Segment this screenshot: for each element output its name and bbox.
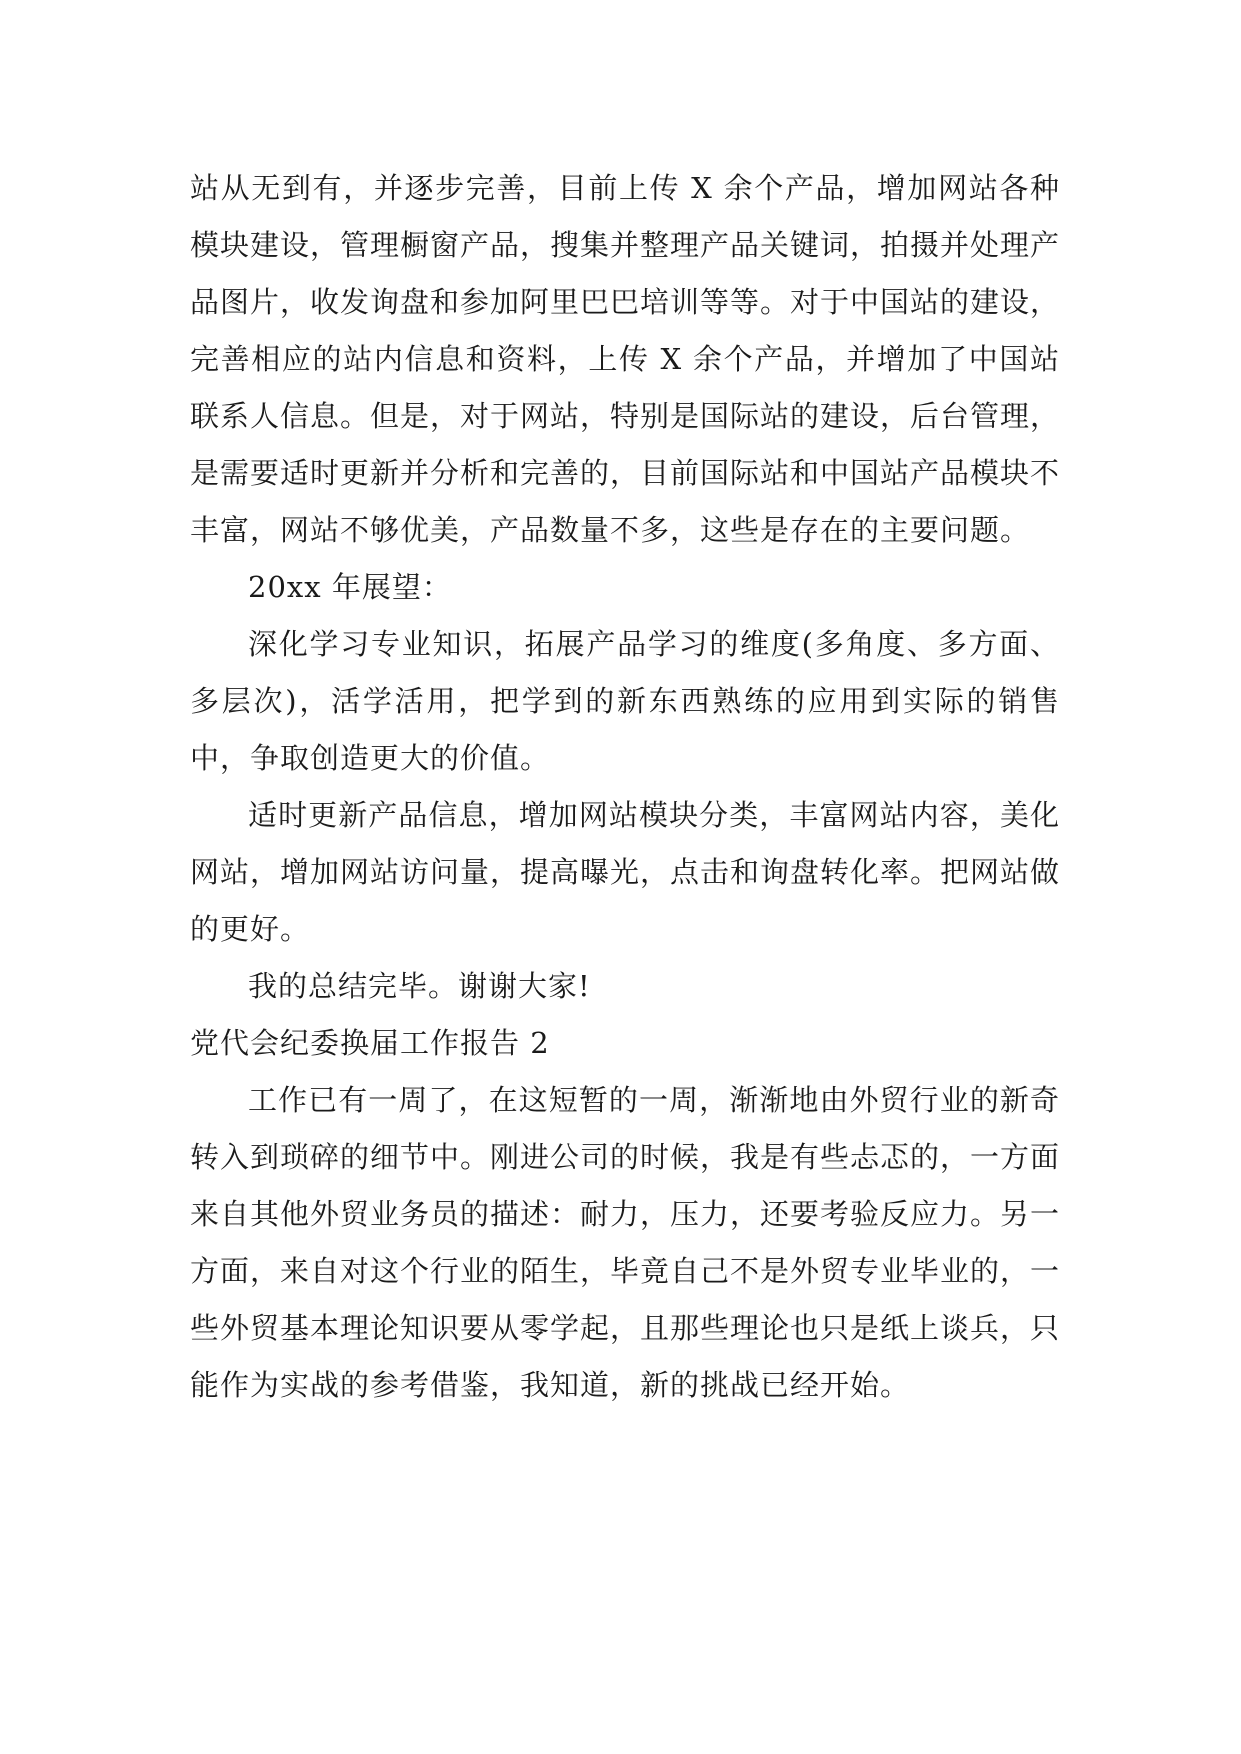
paragraph-work-week: 工作已有一周了，在这短暂的一周，渐渐地由外贸行业的新奇转入到琐碎的细节中。刚进公司的时候，我是有些忐忑的，一方面来自其他外贸业务员的描述：耐力，压力，还要考验反应力。另一方面，来自对这个行业的陌生，毕竟自己不是外贸专业毕业的，一些外贸基本理论知识要从零学起，且那些理论也只是纸上谈兵，只能作为实战的参考借鉴，我知道，新的挑战已经开始。 (190, 1083, 1061, 1402)
paragraph-continuation: 站从无到有，并逐步完善，目前上传 X 余个产品，增加网站各种模块建设，管理橱窗产品，搜集并整理产品关键词，拍摄并处理产品图片，收发询盘和参加阿里巴巴培训等等。对于中国站的建设，完善相应的站内信息和资料，上传 X 余个产品，并增加了中国站联系人信息。但是，对于网站，特别是国际站的建设，后台管理，是需要适时更新并分析和完善的，目前国际站和中国站产品模块不丰富，网站不够优美，产品数量不多，这些是存在的主要问题。 (190, 171, 1061, 547)
paragraph-website: 适时更新产品信息，增加网站模块分类，丰富网站内容，美化网站，增加网站访问量，提高曝光，点击和询盘转化率。把网站做的更好。 (190, 798, 1061, 946)
section-heading: 党代会纪委换届工作报告 2 (190, 1026, 550, 1060)
paragraph-study: 深化学习专业知识，拓展产品学习的维度(多角度、多方面、多层次)，活学活用，把学到的新东西熟练的应用到实际的销售中，争取创造更大的价值。 (190, 627, 1060, 775)
paragraph-closing: 我的总结完毕。谢谢大家! (248, 969, 591, 1003)
paragraph-outlook-heading: 20xx 年展望： (248, 570, 452, 604)
document-body (190, 160, 1060, 1414)
